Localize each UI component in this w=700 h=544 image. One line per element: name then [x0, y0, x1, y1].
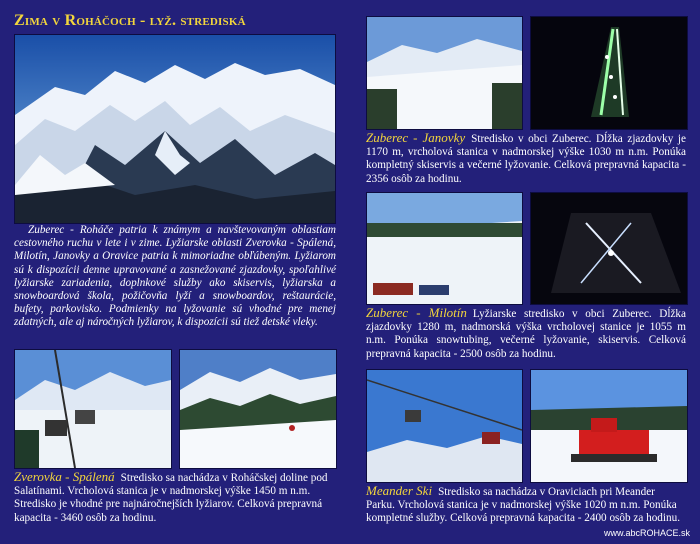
- milotin-day-photo: [366, 192, 523, 305]
- section-label: Zuberec - Janovky: [366, 130, 466, 145]
- website-url: www.abcROHACE.sk: [603, 528, 690, 538]
- section-zverovka: [14, 470, 336, 542]
- mountain-panorama-photo: [14, 34, 336, 224]
- section-text: Stredisko sa nachádza v Oraviciach pri Meander Parku. Vrcholová stanica je v nadmorskej výške 1020 m n.m. Ponúka kompletné služby. Celková prepravná kapacita - 2400 osôb za hodinu.: [366, 486, 680, 525]
- intro-text: Zuberec - Roháče patria k známym a navštevovaným oblastiam cestovného ruchu v lete i v zime. Lyžiarske oblasti Zverovka - Spálená, Milotín, Janovky a Oravice patria k mimoriadne obľúbeným. Lyžiarom sú k dispozícii denne upravované a zasnežované zjazdovky, spoľahlivé lyžiarske zariadenia, doplnkové služby ako skiservis, lyžiarska a snowboardová škola, požičovňa lyží a snowboardov, reštaurácie, bufety, parkovisko. Podmienky na lyžovanie sú vhodné pre menej zdatných, ale aj náročných lyžiarov, k dispozícii sú tiež detské vleky.: [14, 224, 336, 329]
- section-text: Stredisko sa nachádza v Roháčskej doline pod Salatínami. Vrcholová stanica je v nadmorskej výške 1450 m n.m. Stredisko je vhodné pre najnáročnejších lyžiarov. Celková prepravná kapacita - 3460 osôb za hodinu.: [14, 472, 328, 524]
- section-milotin: [366, 306, 686, 364]
- section-label: Zverovka - Spálená: [14, 469, 115, 484]
- meander-chairlift-photo: [366, 369, 523, 483]
- section-label: Meander Ski: [366, 483, 433, 498]
- milotin-night-photo: [530, 192, 688, 305]
- janovky-night-photo: [530, 16, 688, 130]
- zverovka-slope-photo: [179, 349, 337, 469]
- section-meander: [366, 484, 686, 528]
- section-text: Stredisko v obci Zuberec. Dĺžka zjazdovky je 1170 m, vrcholová stanica v nadmorskej výške 1030 m n.m. Ponúka kompletný skiservis a večerné lyžovanie. Celková prepravná kapacita - 2356 osôb za hodinu.: [366, 133, 686, 185]
- section-label: Zuberec - Milotín: [366, 305, 467, 320]
- page-title: Zima v Roháčoch - lyž. strediská: [14, 12, 246, 29]
- section-text: Lyžiarske stredisko v obci Zuberec. Dĺžka zjazdovky 1280 m, nadmorská výška vrcholovej stanice je 1055 m n.m. Ponúka snowtubing, večerné lyžovanie, skiservis. Celková prepravná kapacita - 2500 osôb za hodinu.: [366, 308, 686, 360]
- janovky-day-photo: [366, 16, 523, 130]
- zverovka-chairlift-photo: [14, 349, 172, 469]
- meander-snowgroomer-photo: [530, 369, 688, 483]
- section-janovky: [366, 131, 686, 187]
- intro-paragraph: [14, 224, 336, 346]
